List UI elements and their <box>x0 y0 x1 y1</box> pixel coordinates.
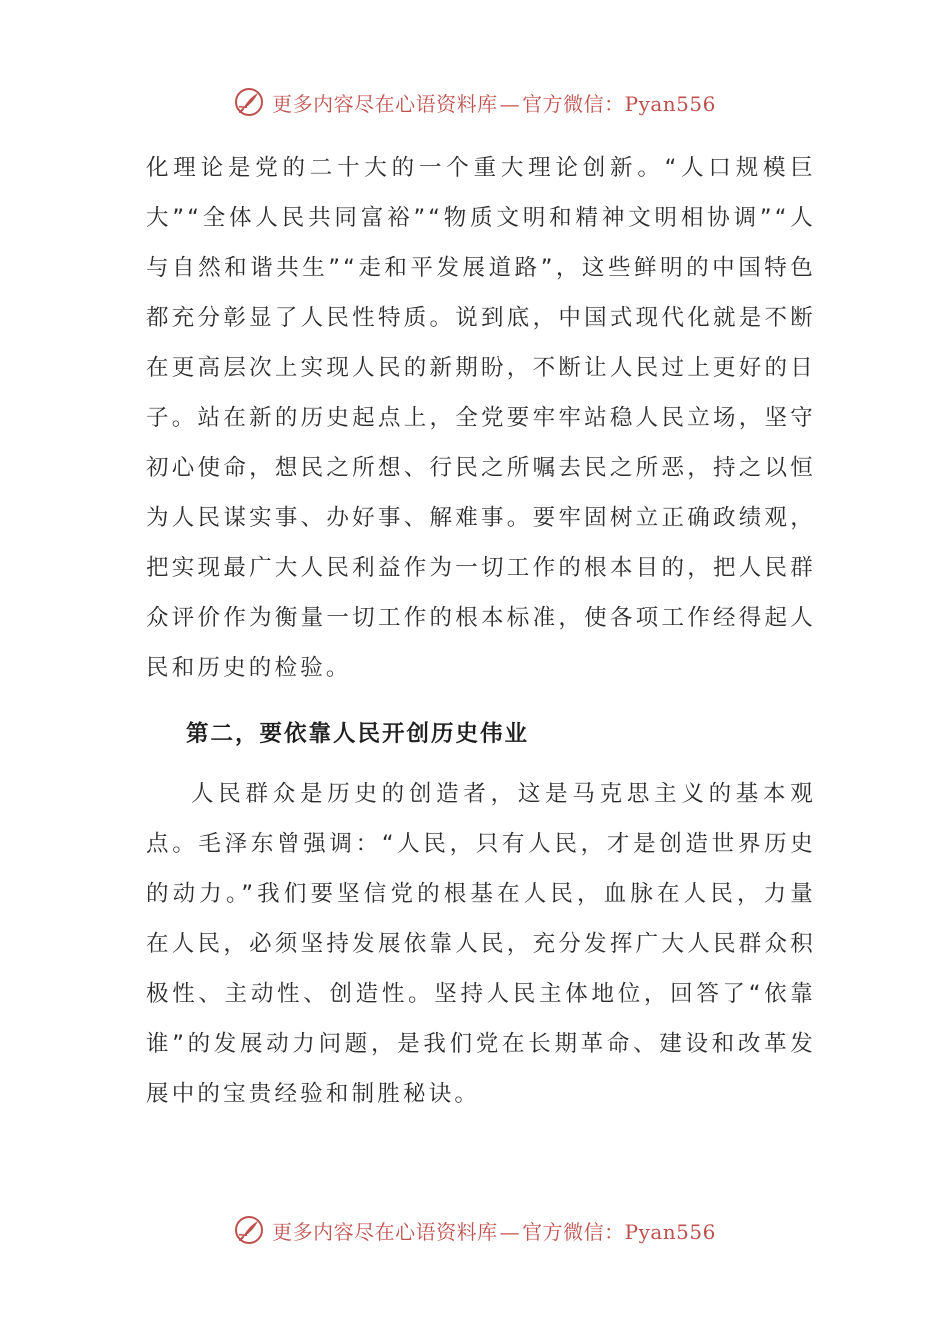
header-separator: — <box>499 91 521 116</box>
quill-pen-logo-icon <box>234 87 264 117</box>
header-banner-text <box>272 88 716 117</box>
footer-wechat-label: 官方微信： <box>522 1219 625 1244</box>
footer-banner-text <box>272 1216 716 1245</box>
section-heading-2: 第二，要依靠人民开创历史伟业 <box>186 721 530 747</box>
footer-banner <box>0 1210 950 1250</box>
body-paragraph-1: 化理论是党的二十大的一个重大理论创新。“人口规模巨大”“全体人民共同富裕”“物质文明和精神文明相协调”“人与自然和谐共生”“走和平发展道路”，这些鲜明的中国特色都充分彰显了人民性特质。说到底，中国式现代化就是不断在更高层次上实现人民的新期盼，不断让人民过上更好的日子。站在新的历史起点上，全党要牢牢站稳人民立场，坚守初心使命，想民之所想、行民之所嘱去民之所恶，持之以恒为人民谋实事、办好事、解难事。要牢固树立正确政绩观，把实现最广大人民利益作为一切工作的根本目的，把人民群众评价作为衡量一切工作的根本标准，使各项工作经得起人民和历史的检验。 <box>146 155 816 681</box>
body-paragraph-2: 人民群众是历史的创造者，这是马克思主义的基本观点。毛泽东曾强调：“人民，只有人民，才是创造世界历史的动力。”我们要坚信党的根基在人民，血脉在人民，力量在人民，必须坚持发展依靠人民，充分发挥广大人民群众积极性、主动性、创造性。坚持人民主体地位，回答了“依靠谁”的发展动力问题，是我们党在长期革命、建设和改革发展中的宝贵经验和制胜秘诀。 <box>146 781 816 1107</box>
footer-wechat-id: Pyan556 <box>624 1219 716 1244</box>
header-site-name: 更多内容尽在心语资料库 <box>272 91 498 116</box>
header-banner <box>0 82 950 122</box>
footer-site-name: 更多内容尽在心语资料库 <box>272 1219 498 1244</box>
quill-pen-logo-icon <box>234 1215 264 1245</box>
footer-separator: — <box>499 1219 521 1244</box>
header-wechat-label: 官方微信： <box>522 91 625 116</box>
document-body <box>146 143 816 1119</box>
header-wechat-id: Pyan556 <box>624 91 716 116</box>
